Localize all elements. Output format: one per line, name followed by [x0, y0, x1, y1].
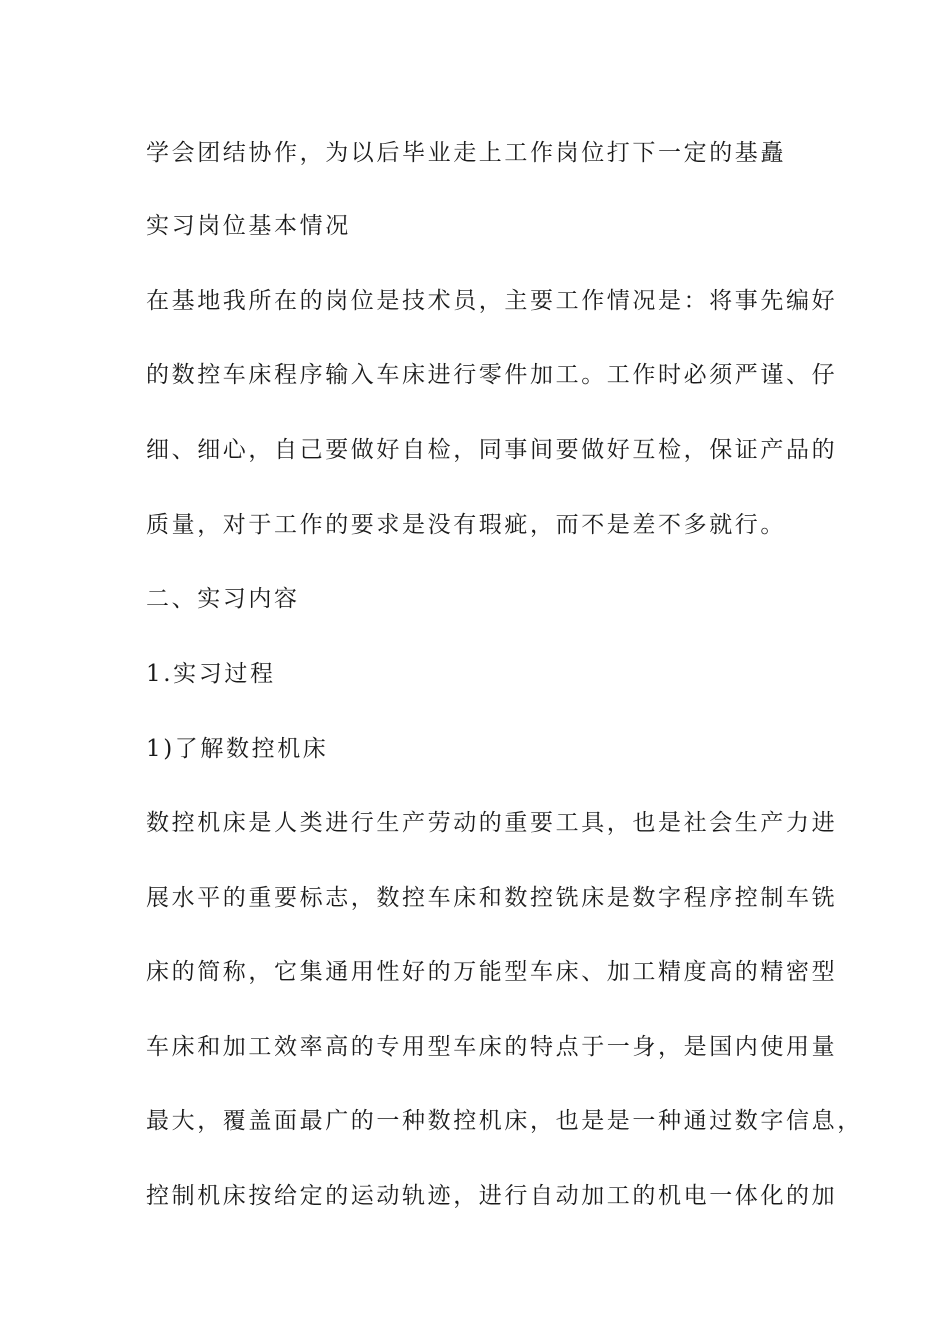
paragraph-line: 控制机床按给定的运动轨迹，进行自动加工的机电一体化的加: [146, 1183, 838, 1209]
paragraph-line: 的数控车床程序输入车床进行零件加工。工作时必须严谨、仔: [146, 362, 838, 388]
paragraph-line: 最大，覆盖面最广的一种数控机床，也是是一种通过数字信息，: [146, 1108, 863, 1134]
paragraph-line: 床的简称，它集通用性好的万能型车床、加工精度高的精密型: [146, 959, 838, 985]
paragraph-line: 车床和加工效率高的专用型车床的特点于一身，是国内使用量: [146, 1034, 838, 1060]
section-heading: 实习岗位基本情况: [146, 213, 351, 239]
paragraph-line: 展水平的重要标志，数控车床和数控铣床是数字程序控制车铣: [146, 885, 838, 911]
paragraph-line: 在基地我所在的岗位是技术员，主要工作情况是：将事先编好: [146, 288, 838, 314]
paragraph-line: 学会团结协作，为以后毕业走上工作岗位打下一定的基矗: [146, 140, 786, 166]
paragraph-line: 质量，对于工作的要求是没有瑕疵，而不是差不多就行。: [146, 512, 786, 538]
paragraph-line: 细、细心，自己要做好自检，同事间要做好互检，保证产品的: [146, 437, 838, 463]
section-heading: 二、实习内容: [146, 586, 300, 612]
subsection-heading: 1.实习过程: [146, 661, 276, 687]
paragraph-line: 数控机床是人类进行生产劳动的重要工具，也是社会生产力进: [146, 810, 838, 836]
subsection-heading: 1)了解数控机床: [146, 736, 329, 762]
